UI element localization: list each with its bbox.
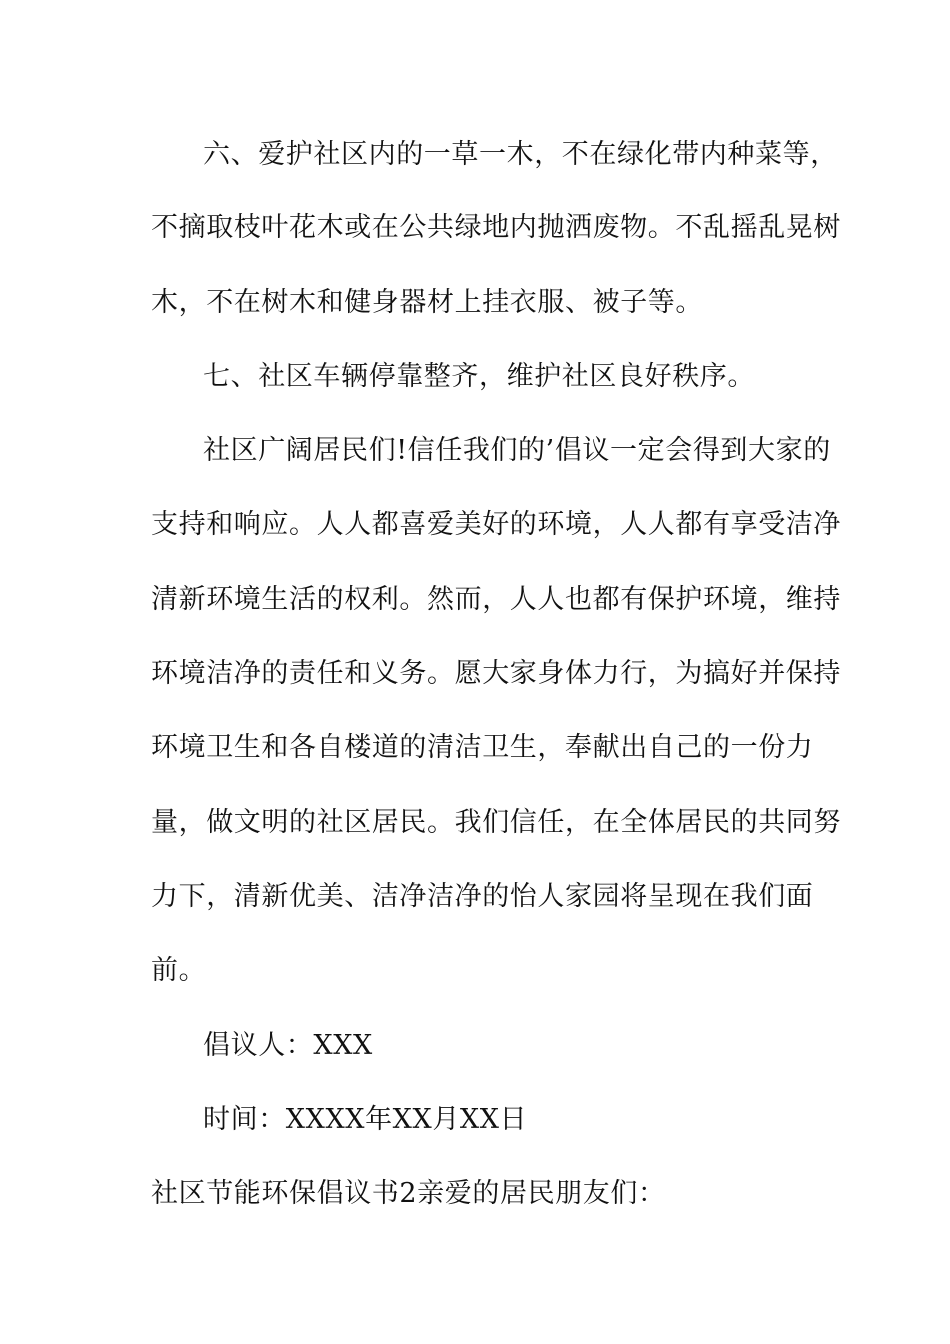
paragraph-line: 环境洁净的责任和义务。愿大家身体力行，为搞好并保持 <box>151 658 841 689</box>
paragraph-line: 力下，清新优美、洁净洁净的怡人家园将呈现在我们面 <box>151 881 814 912</box>
paragraph-item-six: 六、爱护社区内的一草一木，不在绿化带内种菜等， <box>203 139 838 170</box>
date-line: 时间：XXXX年XX月XX日 <box>203 1104 528 1135</box>
initiator-line: 倡议人：XXX <box>203 1030 373 1061</box>
next-section-heading: 社区节能环保倡议书2亲爱的居民朋友们： <box>151 1178 666 1209</box>
paragraph-line: 前。 <box>151 955 207 986</box>
paragraph-line: 清新环境生活的权利。然而，人人也都有保护环境，维持 <box>151 584 841 615</box>
paragraph-line: 支持和响应。人人都喜爱美好的环境，人人都有享受洁净 <box>151 509 841 540</box>
paragraph-line: 量，做文明的社区居民。我们信任，在全体居民的共同努 <box>151 807 841 838</box>
paragraph-line: 环境卫生和各自楼道的清洁卫生，奉献出自己的一份力 <box>151 732 814 763</box>
paragraph-line: 不摘取枝叶花木或在公共绿地内抛洒废物。不乱摇乱晃树 <box>151 212 841 243</box>
paragraph-appeal: 社区广阔居民们!信任我们的’倡议一定会得到大家的 <box>203 435 831 466</box>
paragraph-line: 木，不在树木和健身器材上挂衣服、被子等。 <box>151 287 703 318</box>
paragraph-item-seven: 七、社区车辆停靠整齐，维护社区良好秩序。 <box>203 361 755 392</box>
